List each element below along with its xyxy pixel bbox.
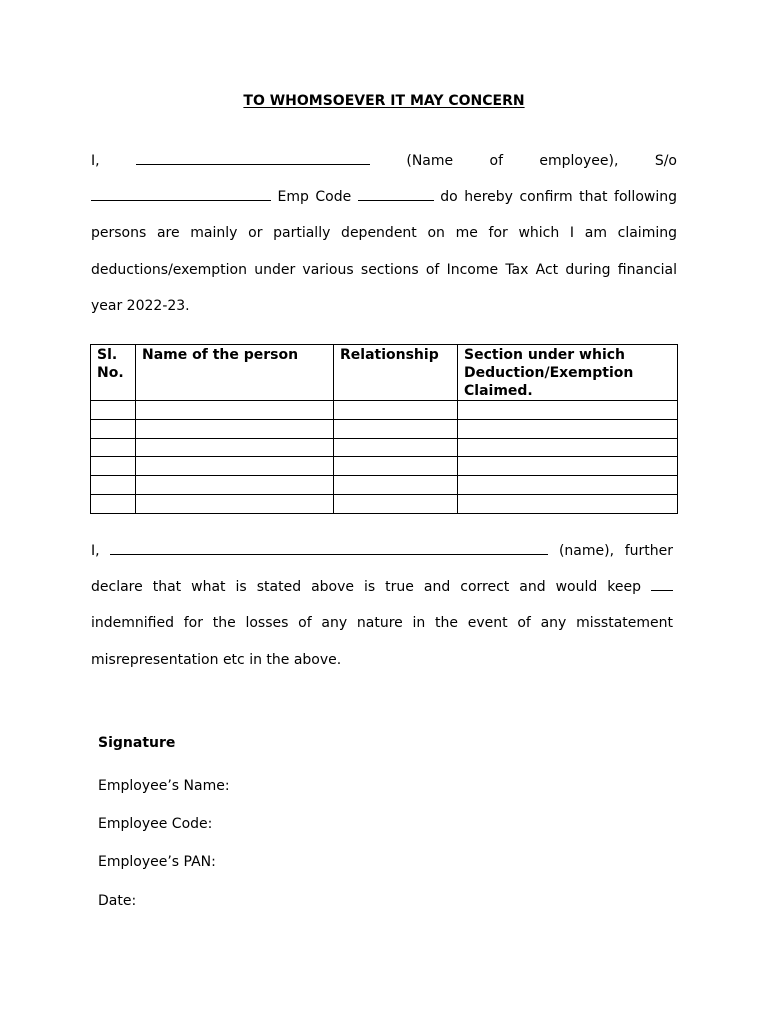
table-cell[interactable] (458, 457, 678, 476)
header-relationship: Relationship (334, 345, 458, 401)
table-cell[interactable] (91, 438, 136, 457)
emp-code-label: Emp Code (277, 189, 352, 206)
i-prefix: I, (91, 543, 100, 559)
table-header-row (91, 345, 678, 401)
table-cell[interactable] (91, 457, 136, 476)
document-title: TO WHOMSOEVER IT MAY CONCERN (243, 93, 525, 109)
son-of-label: S/o (654, 153, 677, 169)
table-cell[interactable] (91, 494, 136, 513)
table-cell[interactable] (136, 438, 334, 457)
table-cell[interactable] (458, 401, 678, 420)
table-row (91, 419, 678, 438)
employee-pan-label: Employee’s PAN: (98, 854, 216, 870)
table-cell[interactable] (334, 419, 458, 438)
table-row (91, 457, 678, 476)
table-cell[interactable] (136, 476, 334, 495)
table-row (91, 476, 678, 495)
table-cell[interactable] (458, 476, 678, 495)
table-row (91, 438, 678, 457)
table-cell[interactable] (334, 476, 458, 495)
indemnity-declaration (91, 533, 673, 678)
declarant-name-blank[interactable] (110, 540, 548, 555)
table-cell[interactable] (334, 457, 458, 476)
table-cell[interactable] (334, 494, 458, 513)
father-name-blank[interactable] (91, 186, 271, 201)
table-cell[interactable] (334, 401, 458, 420)
name-further-label: (name), further (558, 543, 674, 559)
name-of-employee-label: (Name of employee), (406, 153, 619, 169)
table-cell[interactable] (136, 401, 334, 420)
declare-text: declare that what is stated above is true and correct and would keep (91, 579, 641, 596)
header-section: Section under which Deduction/Exemption Claimed. (458, 345, 678, 401)
table-cell[interactable] (91, 419, 136, 438)
header-sl-no: Sl. No. (91, 345, 136, 401)
table-row (91, 494, 678, 513)
table-cell[interactable] (334, 438, 458, 457)
table-cell[interactable] (458, 438, 678, 457)
i-prefix: I, (91, 153, 100, 169)
table-row (91, 401, 678, 420)
signature-heading: Signature (98, 735, 176, 751)
dependency-declaration (91, 143, 677, 324)
date-label: Date: (98, 893, 137, 909)
emp-code-blank[interactable] (358, 186, 434, 201)
table-cell[interactable] (91, 476, 136, 495)
employee-code-label: Employee Code: (98, 816, 213, 832)
indemnity-text: indemnified for the losses of any nature in the event of any misstatement misrepresentation etc in the above. (91, 615, 673, 668)
employee-name-blank[interactable] (136, 150, 370, 165)
header-person-name: Name of the person (136, 345, 334, 401)
dependents-table (90, 344, 678, 514)
table-cell[interactable] (91, 401, 136, 420)
company-blank[interactable] (651, 576, 673, 591)
table-cell[interactable] (136, 494, 334, 513)
table-cell[interactable] (458, 419, 678, 438)
employee-name-label: Employee’s Name: (98, 778, 230, 794)
table-cell[interactable] (136, 457, 334, 476)
table-cell[interactable] (458, 494, 678, 513)
table-cell[interactable] (136, 419, 334, 438)
dependency-text: do hereby confirm that following persons are mainly or partially dependent on me for which I am claiming deductions/exemption under various sections of Income Tax Act during financial year 2022-23. (91, 189, 677, 314)
